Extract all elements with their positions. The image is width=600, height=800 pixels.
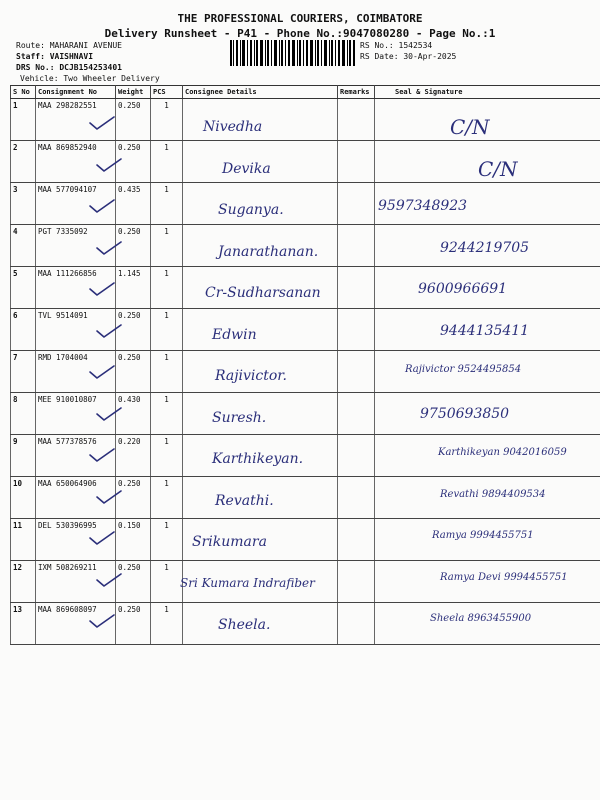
cell-pcs: 1	[151, 351, 183, 393]
cell-consignment-no: IXM 508269211	[36, 561, 116, 603]
tick-mark-icon	[95, 240, 123, 256]
cell-sno: 3	[11, 183, 36, 225]
cell-sno: 10	[11, 477, 36, 519]
consignee-handwriting: Edwin	[212, 326, 257, 343]
cell-pcs: 1	[151, 561, 183, 603]
cell-pcs: 1	[151, 309, 183, 351]
cell-weight: 0.435	[116, 183, 151, 225]
consignee-handwriting: Sri Kumara Indrafiber	[180, 575, 315, 590]
cell-remarks	[338, 435, 375, 477]
cell-remarks	[338, 183, 375, 225]
consignee-handwriting: Sheela.	[218, 617, 271, 633]
header-remarks: Remarks	[338, 86, 375, 99]
cell-sno: 12	[11, 561, 36, 603]
cell-weight: 0.250	[116, 141, 151, 183]
cell-pcs: 1	[151, 267, 183, 309]
cell-pcs: 1	[151, 603, 183, 645]
tick-mark-icon	[88, 115, 116, 131]
header-weight: Weight	[116, 86, 151, 99]
cell-weight: 0.250	[116, 603, 151, 645]
cell-weight: 1.145	[116, 267, 151, 309]
header-signature: Seal & Signature	[375, 86, 600, 99]
cell-remarks	[338, 99, 375, 141]
staff-label: Staff: VAISHNAVI	[16, 52, 94, 61]
consignee-handwriting: Revathi.	[215, 492, 274, 509]
cell-pcs: 1	[151, 393, 183, 435]
cell-consignment-no: MAA 869608097	[36, 603, 116, 645]
cell-sno: 11	[11, 519, 36, 561]
cell-remarks	[338, 561, 375, 603]
signature-handwriting: Revathi 9894409534	[440, 488, 546, 500]
runsheet-subtitle: Delivery Runsheet - P41 - Phone No.:9047080280 - Page No.:1	[104, 27, 496, 40]
company-title: THE PROFESSIONAL COURIERS, COIMBATORE	[177, 12, 423, 25]
cell-pcs: 1	[151, 519, 183, 561]
cell-consignment-no: MAA 650064906	[36, 477, 116, 519]
cell-consignment-no: MAA 298282551	[36, 99, 116, 141]
consignee-handwriting: Rajivictor.	[215, 368, 287, 384]
tick-mark-icon	[88, 530, 116, 546]
signature-handwriting: 9597348923	[378, 198, 468, 214]
cell-weight: 0.250	[116, 309, 151, 351]
signature-handwriting: Rajivictor 9524495854	[405, 364, 522, 375]
consignee-handwriting: Suresh.	[212, 409, 267, 426]
header-sno: S No	[11, 86, 36, 99]
cell-consignment-no: TVL 9514091	[36, 309, 116, 351]
cell-sno: 9	[11, 435, 36, 477]
table-header-row	[11, 86, 600, 99]
route-label: Route: MAHARANI AVENUE	[16, 41, 122, 50]
drs-label: DRS No.: DCJB154253401	[16, 63, 122, 72]
cell-remarks	[338, 477, 375, 519]
barcode	[230, 40, 355, 66]
cell-weight: 0.150	[116, 519, 151, 561]
signature-handwriting: Ramya Devi 9994455751	[440, 571, 568, 583]
cell-weight: 0.250	[116, 99, 151, 141]
consignee-handwriting: Cr-Sudharsanan	[205, 285, 321, 301]
rs-date-label: RS Date: 30-Apr-2025	[360, 52, 457, 61]
cell-sno: 13	[11, 603, 36, 645]
cell-consignment-no: PGT 7335092	[36, 225, 116, 267]
cell-remarks	[338, 309, 375, 351]
cell-remarks	[338, 519, 375, 561]
cell-weight: 0.250	[116, 477, 151, 519]
tick-mark-icon	[88, 447, 116, 463]
cell-pcs: 1	[151, 477, 183, 519]
header-consignee: Consignee Details	[183, 86, 338, 99]
cell-pcs: 1	[151, 435, 183, 477]
signature-handwriting: C/N	[450, 115, 490, 139]
cell-remarks	[338, 225, 375, 267]
cell-consignment-no: MAA 577378576	[36, 435, 116, 477]
cell-remarks	[338, 351, 375, 393]
signature-handwriting: Karthikeyan 9042016059	[438, 447, 567, 458]
rs-no-label: RS No.: 1542534	[360, 41, 433, 50]
cell-consignment-no: MAA 869852940	[36, 141, 116, 183]
signature-handwriting: 9444135411	[440, 322, 530, 339]
cell-consignee	[183, 309, 338, 351]
cell-pcs: 1	[151, 99, 183, 141]
tick-mark-icon	[95, 572, 123, 588]
tick-mark-icon	[95, 406, 123, 422]
cell-remarks	[338, 141, 375, 183]
cell-consignment-no: MAA 111266856	[36, 267, 116, 309]
signature-handwriting: 9600966691	[418, 281, 508, 297]
consignee-handwriting: Karthikeyan.	[212, 451, 304, 467]
consignee-handwriting: Suganya.	[218, 202, 284, 218]
cell-pcs: 1	[151, 183, 183, 225]
cell-sno: 2	[11, 141, 36, 183]
consignee-handwriting: Janarathanan.	[218, 243, 319, 260]
cell-pcs: 1	[151, 141, 183, 183]
cell-sno: 1	[11, 99, 36, 141]
cell-sno: 8	[11, 393, 36, 435]
cell-sno: 6	[11, 309, 36, 351]
cell-sno: 4	[11, 225, 36, 267]
consignee-handwriting: Nivedha	[203, 119, 263, 135]
header-consignment-no: Consignment No	[36, 86, 116, 99]
cell-sno: 5	[11, 267, 36, 309]
signature-handwriting: Ramya 9994455751	[432, 530, 534, 541]
cell-remarks	[338, 393, 375, 435]
cell-remarks	[338, 603, 375, 645]
cell-weight: 0.220	[116, 435, 151, 477]
header-pcs: PCS	[151, 86, 183, 99]
signature-handwriting: C/N	[478, 156, 518, 181]
signature-handwriting: 9244219705	[440, 239, 530, 256]
cell-weight: 0.250	[116, 561, 151, 603]
consignee-handwriting: Srikumara	[192, 534, 267, 550]
tick-mark-icon	[88, 281, 116, 297]
tick-mark-icon	[95, 157, 123, 173]
signature-handwriting: 9750693850	[420, 405, 510, 422]
tick-mark-icon	[95, 489, 123, 505]
cell-consignment-no: MEE 910010807	[36, 393, 116, 435]
signature-handwriting: Sheela 8963455900	[430, 613, 532, 624]
cell-consignment-no: MAA 577094107	[36, 183, 116, 225]
cell-remarks	[338, 267, 375, 309]
tick-mark-icon	[88, 364, 116, 380]
cell-weight: 0.250	[116, 225, 151, 267]
cell-pcs: 1	[151, 225, 183, 267]
cell-sno: 7	[11, 351, 36, 393]
consignee-handwriting: Devika	[222, 160, 271, 177]
cell-weight: 0.430	[116, 393, 151, 435]
tick-mark-icon	[88, 198, 116, 214]
cell-weight: 0.250	[116, 351, 151, 393]
vehicle-label: Vehicle: Two Wheeler Delivery	[20, 74, 160, 83]
tick-mark-icon	[88, 613, 116, 629]
tick-mark-icon	[95, 323, 123, 339]
cell-consignment-no: RMD 1704004	[36, 351, 116, 393]
cell-consignment-no: DEL 530396995	[36, 519, 116, 561]
